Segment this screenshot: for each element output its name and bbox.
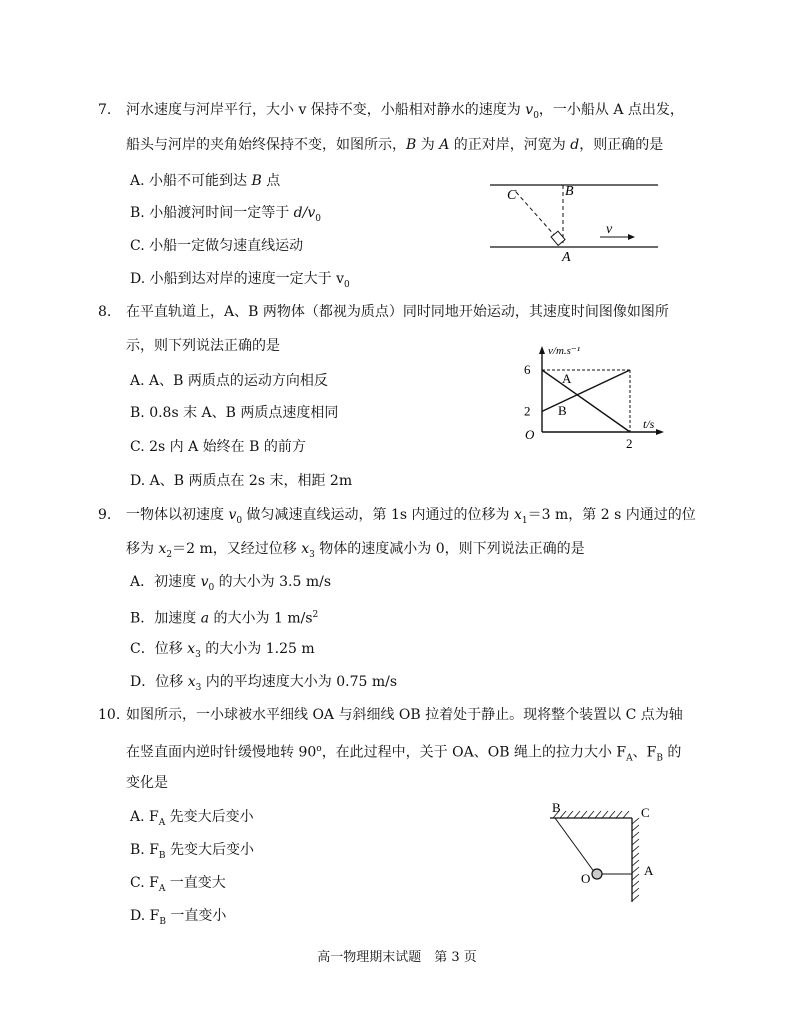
q7-option-b: B. 小船渡河时间一定等于 $d/v_0$ [130, 205, 321, 224]
q10-number: 10. [98, 707, 121, 723]
fig10-label-b: B [552, 800, 561, 815]
fig7-label-b: B [565, 184, 574, 199]
fig7-label-v: v [606, 222, 613, 237]
q9-stem-line2: 移为 $x_2=2$ m，又经过位移 $x_3$ 物体的速度减小为 0，则下列说法正确的是 [126, 541, 585, 560]
q8-option-c: C. 2s 内 A 始终在 B 的前方 [130, 439, 306, 455]
q9-number: 9. [98, 507, 112, 523]
origin-label: O [525, 427, 535, 442]
q10-option-a: A. $F_A$ 先变大后变小 [130, 809, 254, 828]
q9-option-b: B．加速度 a 的大小为 1 $m/s^2$ [130, 610, 319, 627]
q7-option-c: C. 小船一定做匀速直线运动 [130, 238, 304, 254]
q8-number: 8. [98, 304, 112, 320]
x-axis-arrow-icon [656, 429, 664, 435]
ceiling-hatching [553, 811, 629, 818]
ball-icon [592, 869, 602, 879]
series-line-a [542, 370, 630, 432]
series-label-b: B [558, 403, 567, 418]
q7-stem-line2: 船头与河岸的夹角始终保持不变，如图所示，B 为 A 的正对岸，河宽为 d，则正确的是 [126, 137, 664, 153]
q8-stem-line1: 在平直轨道上，A、B 两物体（都视为质点）同时同地开始运动，其速度时间图像如图所 [126, 304, 669, 320]
q7-option-a: A. 小船不可能到达 B 点 [130, 173, 281, 189]
page-footer: 高一物理期末试题 第 3 页 [317, 950, 477, 965]
q10-string-figure [545, 800, 665, 910]
q10-option-c: C. $F_A$ 一直变大 [130, 875, 226, 894]
y-tick-label: 6 [524, 362, 531, 377]
velocity-arrow-icon [628, 234, 635, 240]
fig7-label-c: C [507, 188, 517, 203]
fig10-label-c: C [641, 805, 650, 820]
q10-stem-line3: 变化是 [126, 775, 168, 791]
q9-option-a: A．初速度 $v_0$ 的大小为 3.5 m/s [130, 574, 332, 593]
series-line-b [542, 370, 630, 411]
string-ob [555, 818, 595, 873]
q7-stem-line1: 河水速度与河岸平行，大小 v 保持不变，小船相对静水的速度为 $v_0$，一小船从 A 点出发， [126, 102, 684, 121]
q9-stem-line1: 一物体以初速度 $v_0$ 做匀减速直线运动，第 1s 内通过的位移为 $x_1=3$ m，第 2 s 内通过的位 [126, 507, 696, 526]
boat-icon [551, 231, 565, 245]
x-tick-label: 2 [626, 436, 633, 451]
q10-option-d: D. $F_B$ 一直变小 [130, 908, 227, 927]
q10-stem-line2: 在竖直面内逆时针缓慢地转 90$^o$，在此过程中，关于 OA、OB 绳上的拉力大小 $F_A$、$F_B$ 的 [126, 744, 682, 764]
q7-river-figure [490, 175, 660, 265]
q9-option-c: C．位移 $x_3$ 的大小为 1.25 m [130, 641, 315, 660]
fig10-label-o: O [581, 871, 591, 886]
q7-number: 7. [98, 102, 112, 118]
q10-option-b: B. $F_B$ 先变大后变小 [130, 842, 254, 861]
q8-option-b: B. 0.8s 末 A、B 两质点速度相同 [130, 405, 339, 421]
y-axis-label: v/m.s⁻¹ [548, 345, 581, 357]
fig10-label-a: A [644, 863, 654, 878]
x-axis-label: t/s [643, 417, 655, 431]
y-tick-label: 2 [524, 403, 531, 419]
wall-hatching [632, 818, 639, 901]
fig7-label-a: A [562, 250, 571, 265]
q8-option-d: D. A、B 两质点在 2s 末，相距 2m [130, 473, 353, 489]
q10-stem-line1: 如图所示，一小球被水平细线 OA 与斜细线 OB 拉着处于静止。现将整个装置以 C 点为轴 [126, 707, 683, 723]
q8-stem-line2: 示，则下列说法正确的是 [126, 338, 280, 354]
q7-option-d: D. 小船到达对岸的速度一定大于 $v_0$ [130, 271, 350, 290]
y-axis-arrow-icon [539, 346, 545, 354]
q9-option-d: D．位移 $x_3$ 内的平均速度大小为 0.75 m/s [130, 674, 398, 693]
series-label-a: A [562, 371, 572, 386]
q8-option-a: A. A、B 两质点的运动方向相反 [130, 373, 328, 389]
q8-velocity-time-chart [515, 342, 665, 452]
